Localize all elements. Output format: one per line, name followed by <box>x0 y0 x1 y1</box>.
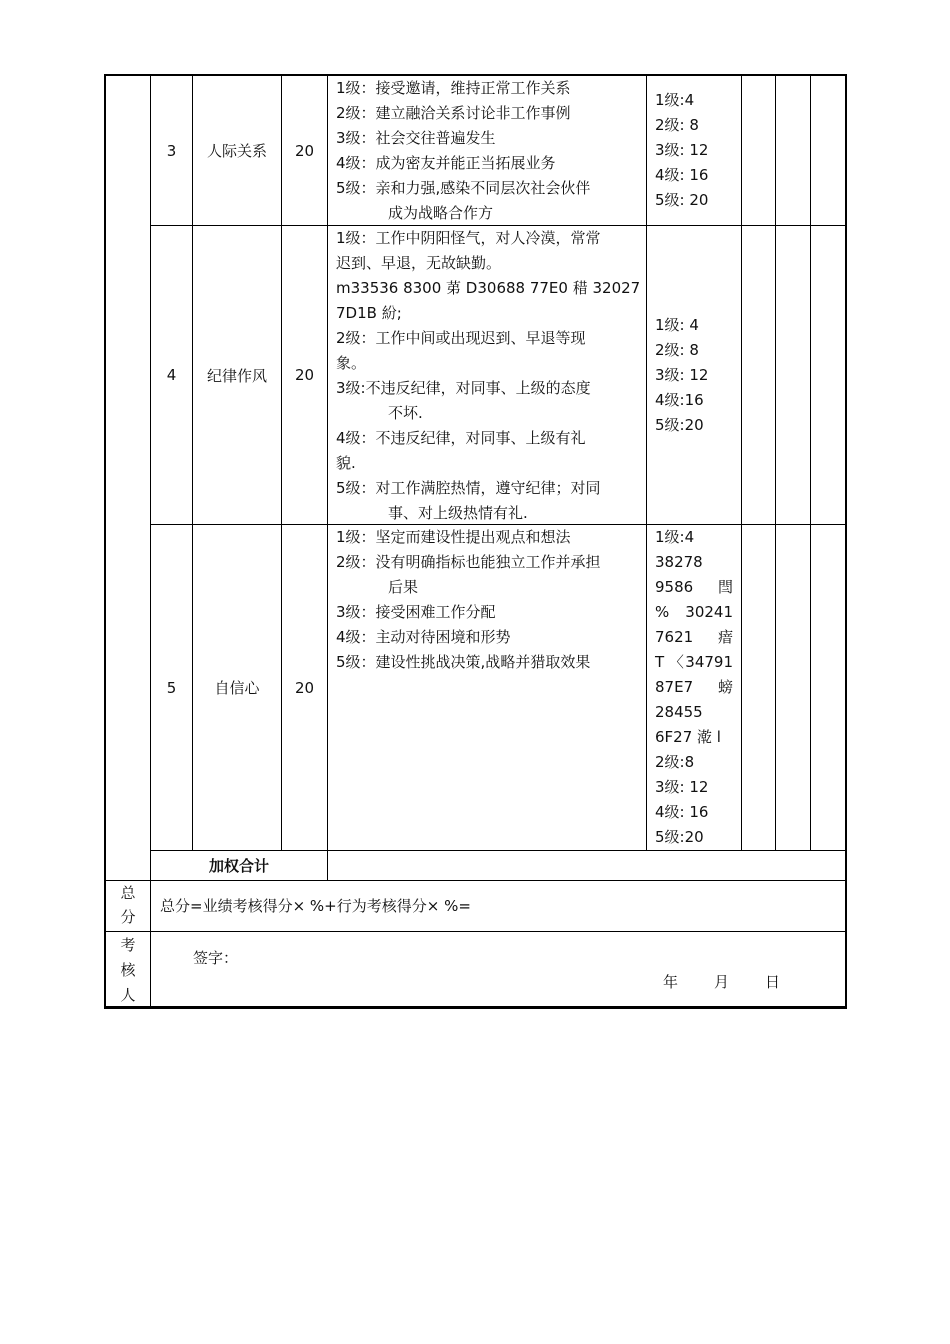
grade-cell[interactable] <box>742 76 775 225</box>
score-part: 2级:8 <box>655 753 695 771</box>
criteria-line: 5级：对工作满腔热情，遵守纪律；对同 <box>336 479 601 497</box>
grade-cell[interactable] <box>776 226 810 524</box>
total-label-char: 总 <box>120 884 136 902</box>
assessor-label-char: 核 <box>120 961 136 979</box>
row-no-5: 5 <box>166 678 177 697</box>
signature-field[interactable] <box>245 940 625 970</box>
table-border-right <box>845 74 847 1009</box>
score-part: 6F27 漧 l <box>655 728 721 746</box>
score-list-3 <box>655 88 735 213</box>
criteria-line: 1级：接受邀请，维持正常工作关系 <box>336 79 571 97</box>
criteria-line: 貌. <box>336 454 356 472</box>
criteria-line: 2级：没有明确指标也能独立工作并承担 <box>336 553 601 571</box>
criteria-line: 后果 <box>388 578 419 596</box>
weighted-total-value-cell[interactable] <box>328 851 845 880</box>
score-line: 1级:4 <box>655 91 695 109</box>
score-line <box>655 725 733 750</box>
row-line-4 <box>104 880 846 881</box>
assessor-label-char: 考 <box>120 936 136 954</box>
grade-cell[interactable] <box>811 226 845 524</box>
criteria-line: 1级：工作中阴阳怪气，对人冷漠，常常 <box>336 229 601 247</box>
row-name-5: 自信心 <box>214 679 260 697</box>
total-formula: 总分=业绩考核得分× %+行为考核得分× %= <box>160 897 471 915</box>
score-line <box>655 625 733 650</box>
score-part: 28455 <box>655 703 703 721</box>
score-list-5 <box>655 525 733 850</box>
row-no-4: 4 <box>166 366 177 384</box>
score-part: 4级: 16 <box>655 803 709 821</box>
score-line: 4级:16 <box>655 391 704 409</box>
grade-cell[interactable] <box>811 76 845 225</box>
criteria-line: 不坏. <box>388 404 423 422</box>
score-line <box>655 700 733 725</box>
row-name-3: 人际关系 <box>206 142 267 160</box>
total-label-char: 分 <box>120 908 136 926</box>
total-label <box>106 881 150 929</box>
score-line: 3级: 12 <box>655 141 709 159</box>
criteria-line: 4级：成为密友并能正当拓展业务 <box>336 154 556 172</box>
score-part: 瘖 <box>717 628 733 646</box>
table-border-bottom <box>104 1006 847 1009</box>
weighted-total-label: 加权合计 <box>208 857 269 875</box>
date-year-label: 年 <box>663 973 679 991</box>
score-line <box>655 750 733 775</box>
criteria-line: 7D1B 紛; <box>336 304 402 322</box>
grade-cell[interactable] <box>742 525 775 850</box>
row-weight-5: 20 <box>294 678 315 697</box>
score-line: 4级: 16 <box>655 166 709 184</box>
score-line: 5级:20 <box>655 416 704 434</box>
score-part: 3级: 12 <box>655 778 709 796</box>
row-no-3: 3 <box>166 141 177 160</box>
score-line <box>655 675 733 700</box>
table-border-left <box>104 74 106 1009</box>
row-name-4: 纪律作风 <box>206 366 267 385</box>
criteria-line: 2级：工作中间或出现迟到、早退等现 <box>336 329 586 347</box>
grade-cell[interactable] <box>742 226 775 524</box>
score-line <box>655 550 733 575</box>
score-part: 螃 <box>717 678 733 696</box>
criteria-line: 2级：建立融洽关系讨论非工作事例 <box>336 104 571 122</box>
score-line <box>655 800 733 825</box>
criteria-list-4 <box>336 226 641 526</box>
score-line <box>655 650 733 675</box>
criteria-line: 5级：亲和力强,感染不同层次社会伙伴 <box>336 179 591 197</box>
score-line <box>655 825 733 850</box>
score-line <box>655 575 733 600</box>
criteria-line: m33536 8300 苐 D30688 77E0 稓 32027 <box>336 279 641 297</box>
score-line: 2级: 8 <box>655 341 699 359</box>
score-part: % <box>655 603 670 621</box>
criteria-list-5 <box>336 525 641 675</box>
score-part: 34791 <box>685 653 733 671</box>
score-part: 9586 <box>655 578 694 596</box>
score-part: 38278 <box>655 553 703 571</box>
score-part: 5级:20 <box>655 828 704 846</box>
score-part: 7621 <box>655 628 694 646</box>
criteria-line: 4级：主动对待困境和形势 <box>336 628 511 646</box>
score-list-4 <box>655 313 735 438</box>
grade-cell[interactable] <box>776 525 810 850</box>
score-part: 閆 <box>717 578 733 596</box>
criteria-line: 3级:不违反纪律，对同事、上级的态度 <box>336 379 591 397</box>
row-line-5 <box>104 931 846 932</box>
criteria-line: 3级：社会交往普遍发生 <box>336 129 496 147</box>
score-line <box>655 525 733 550</box>
criteria-line: 5级：建设性挑战决策,战略并猎取效果 <box>336 653 591 671</box>
criteria-line: 3级：接受困难工作分配 <box>336 603 496 621</box>
assessor-label-char: 人 <box>120 986 136 1004</box>
date-day-label: 日 <box>765 973 781 991</box>
score-part: 87E7 <box>655 678 694 696</box>
score-part: T 〈 <box>655 653 684 671</box>
score-line <box>655 600 733 625</box>
score-line: 2级: 8 <box>655 116 699 134</box>
score-line: 3级: 12 <box>655 366 709 384</box>
criteria-line: 象。 <box>336 354 367 372</box>
criteria-line: 成为战略合作方 <box>388 204 494 222</box>
score-part: 1级:4 <box>655 528 695 546</box>
row-weight-3: 20 <box>294 141 315 160</box>
score-line: 1级: 4 <box>655 316 699 334</box>
col-line-e <box>646 74 647 850</box>
criteria-list-3 <box>336 76 641 226</box>
score-line: 5级: 20 <box>655 191 709 209</box>
criteria-line: 1级：坚定而建设性提出观点和想法 <box>336 528 571 546</box>
grade-cell[interactable] <box>776 76 810 225</box>
col-line-d <box>327 74 328 880</box>
row-weight-4: 20 <box>294 366 315 384</box>
criteria-line: 4级：不违反纪律，对同事、上级有礼 <box>336 429 586 447</box>
grade-cell[interactable] <box>811 525 845 850</box>
signature-label: 签字： <box>193 949 239 967</box>
score-part: 30241 <box>685 603 733 621</box>
date-month-label: 月 <box>714 973 730 991</box>
assessor-label <box>106 933 150 1008</box>
score-line <box>655 775 733 800</box>
criteria-line: 事、对上级热情有礼. <box>388 504 528 522</box>
criteria-line: 迟到、早退，无故缺勤。 <box>336 254 502 272</box>
